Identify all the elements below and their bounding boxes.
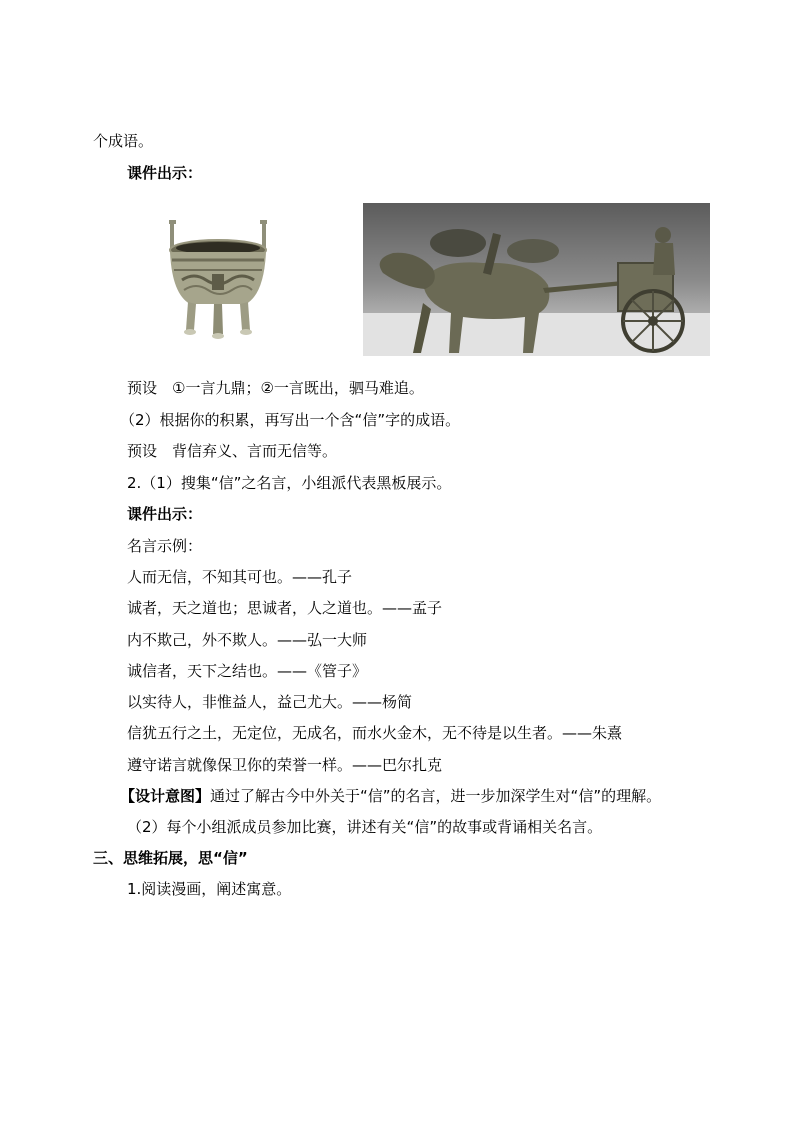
quote-line-5: 以实待人，非惟益人，益己尤大。——杨简 — [127, 693, 413, 711]
paragraph-line-19: 1.阅读漫画，阐述寓意。 — [127, 880, 292, 898]
courseware-label-2: 课件出示： — [127, 505, 203, 523]
design-intent-line — [120, 786, 661, 806]
quote-line-4: 诚信者，天下之结也。——《管子》 — [127, 662, 368, 680]
paragraph-line-4: （2）根据你的积累，再写出一个含“信”字的成语。 — [120, 411, 461, 429]
quote-line-1: 人而无信，不知其可也。——孔子 — [127, 568, 353, 586]
bronze-chariot-image — [363, 203, 710, 356]
paragraph-line-3: 预设 ①一言九鼎；②一言既出，驷马难追。 — [127, 379, 424, 397]
quote-line-2: 诚者，天之道也；思诚者，人之道也。——孟子 — [127, 599, 443, 617]
paragraph-line-1: 个成语。 — [93, 132, 154, 150]
ding-vessel-image — [160, 214, 276, 342]
paragraph-line-8: 名言示例： — [127, 537, 203, 555]
section-heading-3: 三、思维拓展，思“信” — [93, 849, 248, 867]
quote-line-6: 信犹五行之土，无定位，无成名，而水火金木，无不待是以生者。——朱熹 — [127, 724, 623, 742]
design-intent-tag: 【设计意图】 — [120, 787, 211, 805]
courseware-label-1: 课件出示： — [127, 164, 203, 182]
quote-line-7: 遵守诺言就像保卫你的荣誉一样。——巴尔扎克 — [127, 756, 443, 774]
quote-line-3: 内不欺己，外不欺人。——弘一大师 — [127, 631, 368, 649]
design-intent-text: 通过了解古今中外关于“信”的名言，进一步加深学生对“信”的理解。 — [210, 787, 662, 805]
paragraph-line-17: （2）每个小组派成员参加比赛，讲述有关“信”的故事或背诵相关名言。 — [127, 818, 603, 836]
paragraph-line-6: 2.（1）搜集“信”之名言，小组派代表黑板展示。 — [127, 474, 452, 492]
paragraph-line-5: 预设 背信弃义、言而无信等。 — [127, 442, 338, 460]
